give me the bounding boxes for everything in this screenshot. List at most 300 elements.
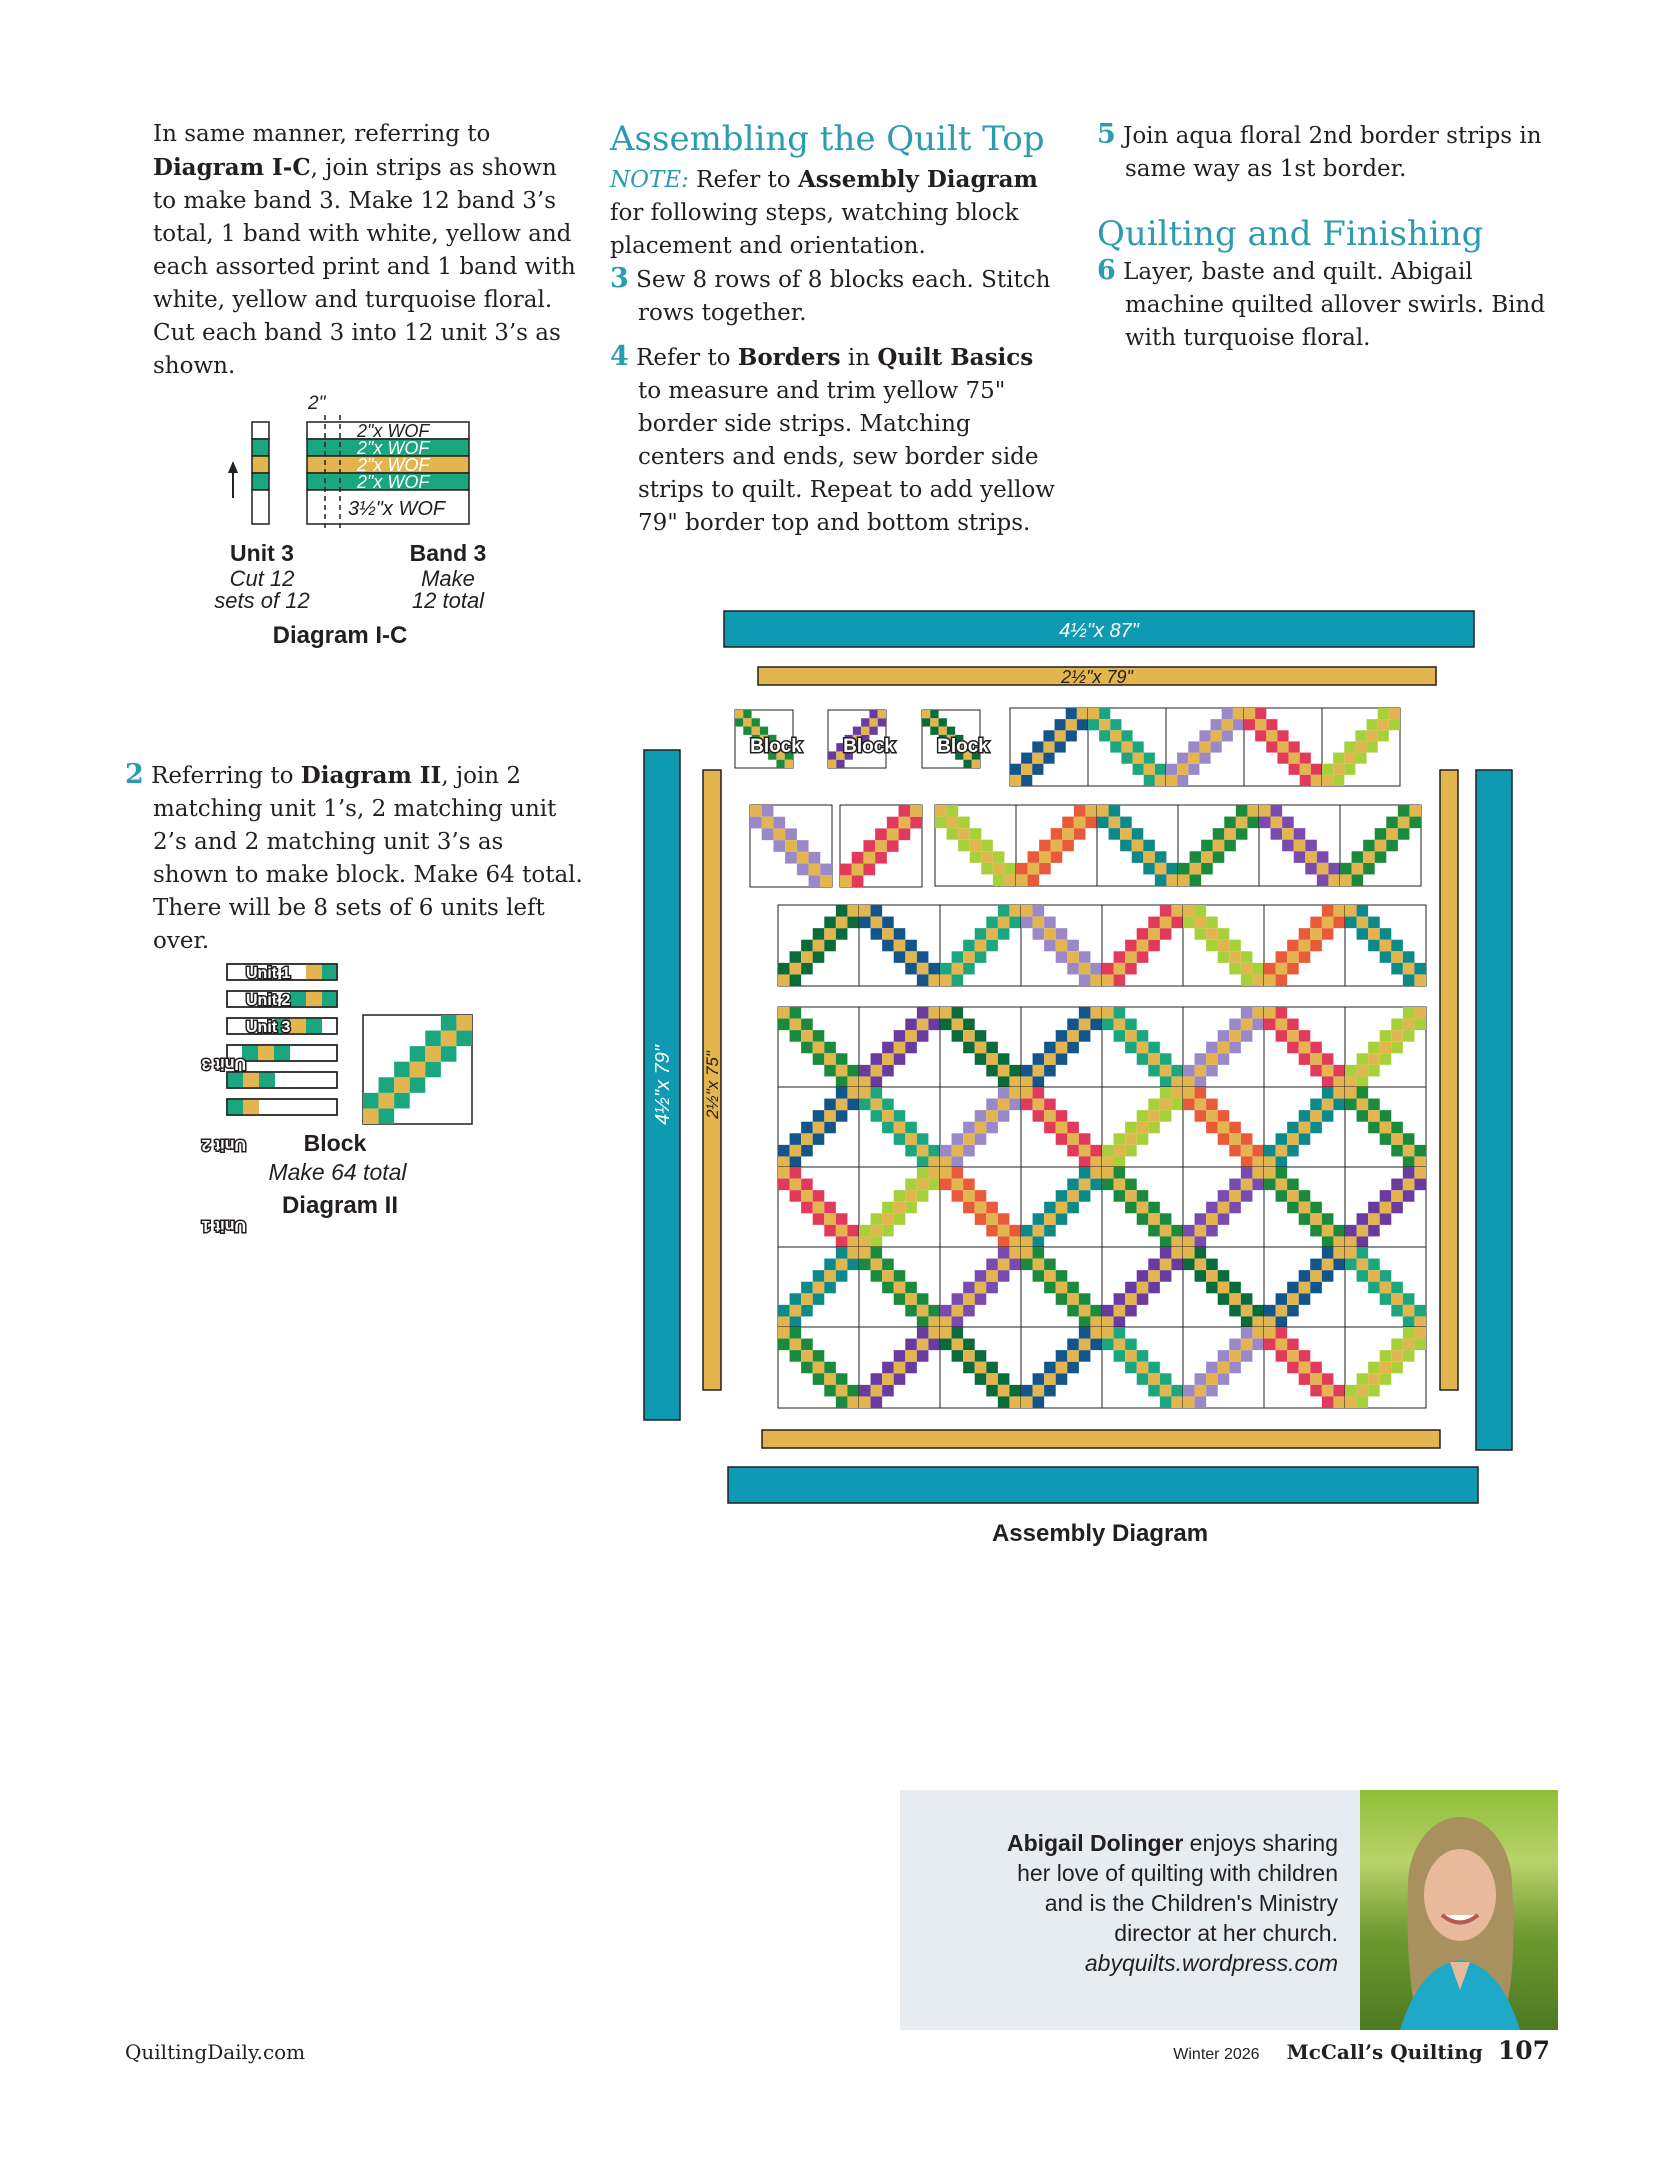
- quilt-patch: [1299, 1350, 1311, 1362]
- quilt-patch: [1368, 940, 1380, 952]
- quilt-patch: [836, 1373, 848, 1385]
- quilt-patch: [1218, 1362, 1230, 1374]
- block-label: Block: [303, 1130, 367, 1156]
- quilt-patch: [1287, 940, 1299, 952]
- quilt-patch: [790, 1007, 802, 1019]
- quilt-patch: [1021, 1236, 1033, 1248]
- quilt-patch: [1206, 1053, 1218, 1065]
- quilt-patch: [1414, 1167, 1426, 1179]
- quilt-patch: [836, 905, 848, 917]
- quilt-patch: [1218, 1282, 1230, 1294]
- quilt-patch: [813, 1270, 825, 1282]
- quilt-patch: [986, 1282, 998, 1294]
- quilt-patch: [809, 852, 821, 864]
- quilt-patch: [1056, 1282, 1068, 1294]
- quilt-patch: [1247, 805, 1259, 817]
- quilt-patch: [998, 928, 1010, 940]
- quilt-patch: [1148, 1122, 1160, 1134]
- quilt-patch: [1114, 1316, 1126, 1328]
- quilt-patch: [1121, 730, 1132, 741]
- quilt-patch: [1206, 1225, 1218, 1237]
- quilt-patch: [975, 1373, 987, 1385]
- quilt-patch: [752, 727, 760, 735]
- quilt-patch: [762, 805, 774, 817]
- quilt-patch: [1114, 1339, 1126, 1351]
- quilt-patch: [778, 1327, 790, 1339]
- quilt-patch: [790, 1305, 802, 1317]
- quilt-patch: [1056, 928, 1068, 940]
- quilt-patch: [1160, 1087, 1172, 1099]
- quilt-patch: [847, 1247, 859, 1259]
- quilt-patch: [1322, 1247, 1334, 1259]
- right-inner-border: [1440, 770, 1458, 1390]
- quilt-patch: [1079, 963, 1091, 975]
- quilt-patch: [882, 917, 894, 929]
- quilt-patch: [1310, 1053, 1322, 1065]
- quilt-patch: [1033, 1270, 1045, 1282]
- quilt-patch: [1344, 764, 1355, 775]
- quilt-patch: [1102, 1179, 1114, 1191]
- quilt-patch: [1322, 917, 1334, 929]
- quilt-patch: [809, 864, 821, 876]
- quilt-patch: [905, 1179, 917, 1191]
- quilt-patch: [1183, 1065, 1195, 1077]
- quilt-patch: [847, 1087, 859, 1099]
- quilt-patch: [887, 817, 899, 829]
- quilt-patch: [1287, 1202, 1299, 1214]
- quilt-patch: [1368, 917, 1380, 929]
- quilt-patch: [836, 1110, 848, 1122]
- quilt-patch: [1206, 1282, 1218, 1294]
- quilt-patch: [1177, 775, 1188, 786]
- quilt-patch: [1144, 764, 1155, 775]
- quilt-patch: [1368, 1053, 1380, 1065]
- quilt-patch: [1276, 1167, 1288, 1179]
- quilt-patch: [1241, 1339, 1253, 1351]
- quilt-patch: [1009, 1236, 1021, 1248]
- unit-3-label: Unit 3: [230, 540, 294, 566]
- quilt-patch: [790, 1293, 802, 1305]
- quilt-patch: [773, 840, 785, 852]
- quilt-patch: [952, 1133, 964, 1145]
- quilt-patch: [882, 940, 894, 952]
- quilt-patch: [1287, 1030, 1299, 1042]
- quilt-patch: [1229, 1293, 1241, 1305]
- quilt-patch: [1044, 1213, 1056, 1225]
- quilt-patch: [1409, 817, 1421, 829]
- quilt-patch: [1403, 1167, 1415, 1179]
- quilt-patch: [1345, 1225, 1357, 1237]
- quilt-patch: [963, 1202, 975, 1214]
- quilt-patch: [1195, 1373, 1207, 1385]
- quilt-patch: [1088, 708, 1099, 719]
- quilt-patch: [1355, 753, 1366, 764]
- quilt-patch: [1229, 963, 1241, 975]
- quilt-patch: [1310, 940, 1322, 952]
- block-patch: [425, 1046, 441, 1062]
- quilt-patch: [1044, 1065, 1056, 1077]
- quilt-patch: [930, 710, 938, 718]
- quilt-patch: [1043, 730, 1054, 741]
- quilt-patch: [863, 852, 875, 864]
- diagram-i-c: [200, 385, 520, 630]
- quilt-patch: [894, 1110, 906, 1122]
- quilt-patch: [1102, 1167, 1114, 1179]
- quilt-patch: [871, 1396, 883, 1408]
- quilt-patch: [1009, 1087, 1021, 1099]
- quilt-patch: [1218, 951, 1230, 963]
- quilt-patch: [1218, 1030, 1230, 1042]
- footer-site[interactable]: QuiltingDaily.com: [125, 2040, 306, 2064]
- quilt-patch: [859, 1385, 871, 1397]
- quilt-patch: [1044, 1053, 1056, 1065]
- quilt-patch: [1137, 1362, 1149, 1374]
- quilt-patch: [1114, 1305, 1126, 1317]
- quilt-patch: [859, 1065, 871, 1077]
- quilt-patch: [963, 963, 975, 975]
- quilt-patch: [1033, 928, 1045, 940]
- quilt-patch: [1137, 928, 1149, 940]
- quilt-patch: [1079, 1167, 1091, 1179]
- quilt-patch: [894, 1362, 906, 1374]
- quilt-patch: [1056, 1053, 1068, 1065]
- quilt-patch: [981, 863, 993, 875]
- quilt-patch: [1363, 851, 1375, 863]
- quilt-patch: [824, 940, 836, 952]
- author-name: Abigail Dolinger: [1006, 1830, 1184, 1856]
- quilt-patch: [809, 875, 821, 887]
- quilt-patch: [905, 951, 917, 963]
- quilt-patch: [1009, 1385, 1021, 1397]
- quilt-patch: [1252, 1316, 1264, 1328]
- quilt-patch: [1345, 1236, 1357, 1248]
- quilt-patch: [1236, 828, 1248, 840]
- diagram-i-c-figure: [200, 385, 520, 630]
- quilt-patch: [1056, 1373, 1068, 1385]
- quilt-patch: [1368, 1385, 1380, 1397]
- quilt-patch: [1090, 974, 1102, 986]
- quilt-patch: [1144, 775, 1155, 786]
- quilt-patch: [1264, 1327, 1276, 1339]
- quilt-patch: [801, 940, 813, 952]
- quilt-patch: [871, 1236, 883, 1248]
- quilt-patch: [1403, 974, 1415, 986]
- quilt-patch: [871, 1087, 883, 1099]
- quilt-patch: [1148, 1373, 1160, 1385]
- quilt-patch: [859, 1236, 871, 1248]
- quilt-patch: [1289, 764, 1300, 775]
- quilt-patch: [1368, 1259, 1380, 1271]
- quilt-patch: [762, 828, 774, 840]
- quilt-patch: [1252, 1007, 1264, 1019]
- quilt-patch: [1299, 951, 1311, 963]
- quilt-patch: [1171, 1247, 1183, 1259]
- author-bio-text: Abigail Dolinger enjoys sharing her love of quilting with children and is the Children's Ministry director at her church. abyquilts.wordpress.com: [918, 1828, 1338, 1978]
- quilt-patch: [1241, 963, 1253, 975]
- block-patch: [425, 1062, 441, 1078]
- top-inner-label: 2½"x 79": [1061, 667, 1133, 687]
- quilt-patch: [1114, 1350, 1126, 1362]
- quilt-patch: [1409, 805, 1421, 817]
- quilt-patch: [801, 1030, 813, 1042]
- quilt-patch: [1380, 928, 1392, 940]
- quilt-patch: [1368, 1110, 1380, 1122]
- quilt-patch: [1345, 1065, 1357, 1077]
- quilt-patch: [1056, 951, 1068, 963]
- quilt-patch: [1195, 1076, 1207, 1088]
- quilt-patch: [998, 1236, 1010, 1248]
- quilt-patch: [1333, 1385, 1345, 1397]
- quilt-patch: [917, 974, 929, 986]
- quilt-patch: [981, 851, 993, 863]
- quilt-patch: [813, 928, 825, 940]
- quilt-patch: [863, 840, 875, 852]
- block-patch: [441, 1015, 457, 1031]
- quilt-patch: [1114, 1133, 1126, 1145]
- quilt-patch: [963, 1190, 975, 1202]
- quilt-patch: [859, 917, 871, 929]
- quilt-patch: [917, 963, 929, 975]
- quilt-patch: [940, 963, 952, 975]
- quilt-patch: [1322, 1385, 1334, 1397]
- quilt-patch: [1229, 1133, 1241, 1145]
- quilt-patch: [1160, 1396, 1172, 1408]
- quilt-patch: [1125, 1293, 1137, 1305]
- quilt-patch: [1067, 1042, 1079, 1054]
- quilt-patch: [1403, 1145, 1415, 1157]
- quilt-patch: [1160, 917, 1172, 929]
- quilt-patch: [1300, 753, 1311, 764]
- quilt-patch: [1322, 1053, 1334, 1065]
- quilt-patch: [1125, 1282, 1137, 1294]
- quilt-patch: [1183, 917, 1195, 929]
- quilt-patch: [1333, 917, 1345, 929]
- quilt-patch: [1097, 817, 1109, 829]
- quilt-patch: [1090, 1167, 1102, 1179]
- quilt-patch: [1391, 1362, 1403, 1374]
- quilt-patch: [1044, 917, 1056, 929]
- quilt-patch: [905, 1362, 917, 1374]
- quilt-patch: [917, 1327, 929, 1339]
- quilt-patch: [1322, 1373, 1334, 1385]
- quilt-patch: [952, 1350, 964, 1362]
- quilt-patch: [1391, 1305, 1403, 1317]
- quilt-patch: [824, 1373, 836, 1385]
- quilt-patch: [1125, 1145, 1137, 1157]
- quilt-patch: [1062, 817, 1074, 829]
- quilt-patch: [801, 1305, 813, 1317]
- quilt-patch: [1229, 1350, 1241, 1362]
- quilt-patch: [778, 1156, 790, 1168]
- quilt-patch: [824, 1053, 836, 1065]
- quilt-patch: [1067, 1202, 1079, 1214]
- quilt-patch: [894, 1373, 906, 1385]
- unit-strips: [227, 964, 337, 1115]
- quilt-patch: [1114, 1190, 1126, 1202]
- quilt-patch: [1368, 1042, 1380, 1054]
- quilt-patch: [1352, 851, 1364, 863]
- quilt-patch: [1021, 917, 1033, 929]
- block-patch: [441, 1046, 457, 1062]
- quilt-patch: [1033, 1076, 1045, 1088]
- quilt-patch: [1259, 805, 1271, 817]
- step-3: 3 Sew 8 rows of 8 blocks each. Stitch rows together.: [610, 263, 1051, 326]
- quilt-patch: [861, 718, 869, 726]
- quilt-patch: [1380, 1350, 1392, 1362]
- assembly-diagram-figure: [640, 605, 1480, 1510]
- quilt-patch: [1287, 1282, 1299, 1294]
- quilt-patch: [1345, 905, 1357, 917]
- left-inner-label: 2½"x 75": [703, 1051, 722, 1119]
- quilt-patch: [986, 1270, 998, 1282]
- quilt-patch: [1102, 974, 1114, 986]
- quilt-patch: [1310, 1110, 1322, 1122]
- bottom-outer-border: [728, 1467, 1478, 1503]
- quilt-patch: [1056, 1213, 1068, 1225]
- quilt-patch: [1016, 874, 1028, 886]
- quilt-patch: [1289, 753, 1300, 764]
- quilt-patch: [1021, 1385, 1033, 1397]
- quilt-patch: [813, 1133, 825, 1145]
- quilt-patch: [847, 905, 859, 917]
- quilt-patch: [1085, 817, 1097, 829]
- quilt-patch: [801, 1282, 813, 1294]
- quilt-patch: [1322, 1225, 1334, 1237]
- quilt-patch: [871, 1225, 883, 1237]
- quilt-patch: [998, 905, 1010, 917]
- quilt-patch: [1380, 1282, 1392, 1294]
- quilt-patch: [1183, 1225, 1195, 1237]
- author-website[interactable]: abyquilts.wordpress.com: [1084, 1950, 1338, 1976]
- quilt-patch: [1039, 851, 1051, 863]
- quilt-patch: [836, 1385, 848, 1397]
- quilt-patch: [1010, 764, 1021, 775]
- quilt-patch: [743, 710, 751, 718]
- quilt-patch: [1206, 1065, 1218, 1077]
- quilt-patch: [1386, 828, 1398, 840]
- quilt-patch: [790, 1156, 802, 1168]
- quilt-patch: [1188, 764, 1199, 775]
- quilt-patch: [859, 1259, 871, 1271]
- quilt-patch: [970, 840, 982, 852]
- quilt-patch: [1380, 940, 1392, 952]
- quilt-patch: [1328, 874, 1340, 886]
- quilt-patch: [1079, 1339, 1091, 1351]
- quilt-patch: [1299, 1042, 1311, 1054]
- quilt-patch: [1125, 1122, 1137, 1134]
- quilt-patch: [778, 1007, 790, 1019]
- quilt-patch: [1218, 1190, 1230, 1202]
- quilt-patch: [1044, 1282, 1056, 1294]
- quilt-patch: [975, 1213, 987, 1225]
- quilt-patch: [1056, 1202, 1068, 1214]
- quilt-patch: [1218, 1213, 1230, 1225]
- quilt-patch: [1021, 905, 1033, 917]
- quilt-patch: [1055, 730, 1066, 741]
- quilt-patch: [952, 1305, 964, 1317]
- quilt-patch: [975, 1362, 987, 1374]
- quilt-patch: [797, 864, 809, 876]
- quilt-patch: [882, 1042, 894, 1054]
- quilt-patch: [1345, 1099, 1357, 1111]
- quilt-patch: [1090, 1179, 1102, 1191]
- quilt-patch: [1056, 1190, 1068, 1202]
- quilt-patch: [917, 1350, 929, 1362]
- quilt-patch: [813, 1110, 825, 1122]
- quilt-patch: [1206, 1362, 1218, 1374]
- quilt-patch: [1033, 1385, 1045, 1397]
- quilt-patch: [1276, 963, 1288, 975]
- quilt-patch: [1317, 863, 1329, 875]
- quilt-patch: [952, 951, 964, 963]
- quilt-patch: [1345, 917, 1357, 929]
- quilt-patch: [1310, 1122, 1322, 1134]
- quilt-patch: [824, 1099, 836, 1111]
- note-paragraph: NOTE: Refer to Assembly Diagram for following steps, watching block placement and orientation.: [610, 166, 1038, 259]
- quilt-patch: [1102, 963, 1114, 975]
- quilt-patch: [1044, 1099, 1056, 1111]
- quilt-patch: [1039, 840, 1051, 852]
- block-patch: [394, 1077, 410, 1093]
- quilt-patch: [993, 874, 1005, 886]
- quilt-patch: [1282, 817, 1294, 829]
- quilt-patch: [970, 851, 982, 863]
- quilt-patch: [1125, 1305, 1137, 1317]
- quilt-patch: [847, 1396, 859, 1408]
- quilt-patch: [762, 817, 774, 829]
- author-bio-box: [900, 1790, 1360, 2030]
- quilt-patch: [1120, 817, 1132, 829]
- quilt-patch: [1357, 1087, 1369, 1099]
- quilt-patch: [1403, 1327, 1415, 1339]
- quilt-patch: [1368, 1282, 1380, 1294]
- quilt-patch: [882, 1362, 894, 1374]
- quilt-patch: [1391, 1122, 1403, 1134]
- author-portrait: [1360, 1790, 1558, 2030]
- quilt-patch: [1241, 1190, 1253, 1202]
- quilt-patch: [963, 951, 975, 963]
- quilt-patch: [773, 828, 785, 840]
- quilt-patch: [813, 1202, 825, 1214]
- quilt-patch: [1171, 1076, 1183, 1088]
- quilt-patch: [1282, 828, 1294, 840]
- quilt-patch: [1218, 1110, 1230, 1122]
- assembly-diagram: [640, 605, 1480, 1510]
- quilt-patch: [1357, 1385, 1369, 1397]
- quilt-patch: [1044, 1385, 1056, 1397]
- quilt-patch: [1160, 1236, 1172, 1248]
- quilt-patch: [1114, 1293, 1126, 1305]
- quilt-patch: [917, 1019, 929, 1031]
- quilt-patch: [882, 1282, 894, 1294]
- quilt-patch: [1090, 963, 1102, 975]
- quilt-patch: [836, 1247, 848, 1259]
- quilt-patch: [1380, 1042, 1392, 1054]
- quilt-patch: [735, 718, 743, 726]
- quilt-patch: [859, 905, 871, 917]
- quilt-patch: [790, 1145, 802, 1157]
- quilt-patch: [847, 1225, 859, 1237]
- quilt-patch: [1229, 1122, 1241, 1134]
- quilt-patch: [1079, 974, 1091, 986]
- quilt-patch: [750, 817, 762, 829]
- step-4: 4 Refer to Borders in Quilt Basics to measure and trim yellow 75" border side strips. Matching centers and ends, sew border side strips to quilt. Repeat to add yellow 79" border top and bottom strips.: [610, 341, 1055, 536]
- quilt-patch: [871, 1270, 883, 1282]
- quilt-grid: [735, 708, 1426, 1408]
- quilt-patch: [847, 1099, 859, 1111]
- unit-3-sub-2: sets of 12: [214, 588, 310, 613]
- quilt-patch: [905, 1122, 917, 1134]
